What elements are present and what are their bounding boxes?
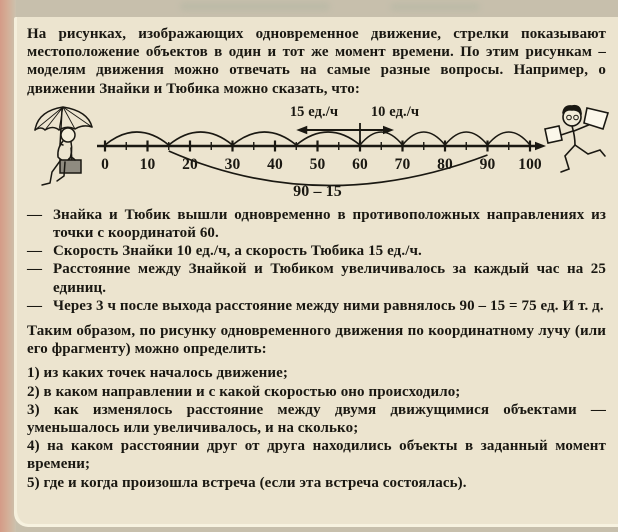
book-left xyxy=(545,126,562,143)
bleed-through-smudge xyxy=(180,2,330,11)
list-item xyxy=(27,242,606,260)
svg-text:30: 30 xyxy=(224,155,241,173)
page-panel xyxy=(14,17,618,524)
observations-list xyxy=(27,206,606,315)
svg-text:10: 10 xyxy=(139,155,156,173)
head xyxy=(61,128,75,142)
dash-marker: — xyxy=(27,297,43,314)
back-leg xyxy=(575,145,605,156)
svg-text:80: 80 xyxy=(437,155,453,173)
numbered-item-4: 4) на каком расстоянии друг от друга находились объекты в заданный момент времени; xyxy=(27,438,606,473)
dash-marker: — xyxy=(27,243,43,260)
svg-text:15 ед./ч: 15 ед./ч xyxy=(289,103,339,120)
list-item xyxy=(27,297,606,315)
list-item-text: Расстояние между Знайкой и Тюбиком увеличивалось за каждый час на 25 единиц. xyxy=(53,261,606,296)
numbered-item-2: 2) в каком направлении и с какой скоростью оно происходило; xyxy=(27,383,461,400)
front-leg xyxy=(561,145,575,172)
svg-text:20: 20 xyxy=(182,155,198,173)
svg-text:90 – 15: 90 – 15 xyxy=(293,182,342,200)
list-item-text: Через 3 ч после выхода расстояние между ними равнялось 90 – 15 = 75 ед. И т. д. xyxy=(53,297,604,314)
number-line-diagram xyxy=(27,100,609,199)
numbered-item-3: 3) как изменялось расстояние между двумя движущимися объектами — уменьшалось или увеличивалось, и на сколько; xyxy=(27,401,606,437)
svg-text:50: 50 xyxy=(309,155,326,173)
list-item xyxy=(27,206,606,242)
dash-marker: — xyxy=(27,261,43,278)
svg-text:90: 90 xyxy=(479,155,496,173)
torso xyxy=(572,126,575,145)
suitcase xyxy=(60,160,81,173)
svg-text:10 ед./ч: 10 ед./ч xyxy=(370,103,420,120)
list-item-text: Скорость Знайки 10 ед./ч, а скорость Тюбика 15 ед./ч. xyxy=(53,243,422,260)
svg-text:70: 70 xyxy=(394,155,411,173)
running-boy-drawing xyxy=(545,105,608,171)
svg-text:40: 40 xyxy=(267,155,283,173)
numbered-item-1: 1) из каких точек началось движение; xyxy=(27,365,289,382)
page-content xyxy=(17,17,618,492)
dash-marker: — xyxy=(27,206,43,223)
summary-paragraph: Таким образом, по рисунку одновременного движения по координатному лучу (или его фрагменту) можно определить: xyxy=(27,323,606,358)
umbrella-figure-drawing xyxy=(35,107,92,185)
svg-text:60: 60 xyxy=(352,155,368,173)
numbered-item-5: 5) где и когда произошла встреча (если эта встреча состоялась). xyxy=(27,474,467,491)
svg-text:0: 0 xyxy=(101,155,109,173)
tyubik-character-illustration xyxy=(29,104,103,192)
list-item xyxy=(27,260,606,296)
numbered-list xyxy=(27,364,606,491)
motion-diagram xyxy=(27,100,606,199)
umbrella-pole xyxy=(60,109,62,146)
bleed-through-smudge xyxy=(390,3,480,11)
znaika-character-illustration xyxy=(542,100,614,178)
intro-paragraph: На рисунках, изображающих одновременное движение, стрелки показывают местоположение объектов в один и тот же момент времени. По этим рисункам – моделям движения можно отвечать на самые разные вопросы. Например, о движении Знайки и Тюбика можно сказать, что: xyxy=(27,26,606,97)
svg-text:100: 100 xyxy=(518,155,542,173)
list-item-text: Знайка и Тюбик вышли одновременно в противоположных направлениях из точки с координатой 60. xyxy=(53,206,606,242)
